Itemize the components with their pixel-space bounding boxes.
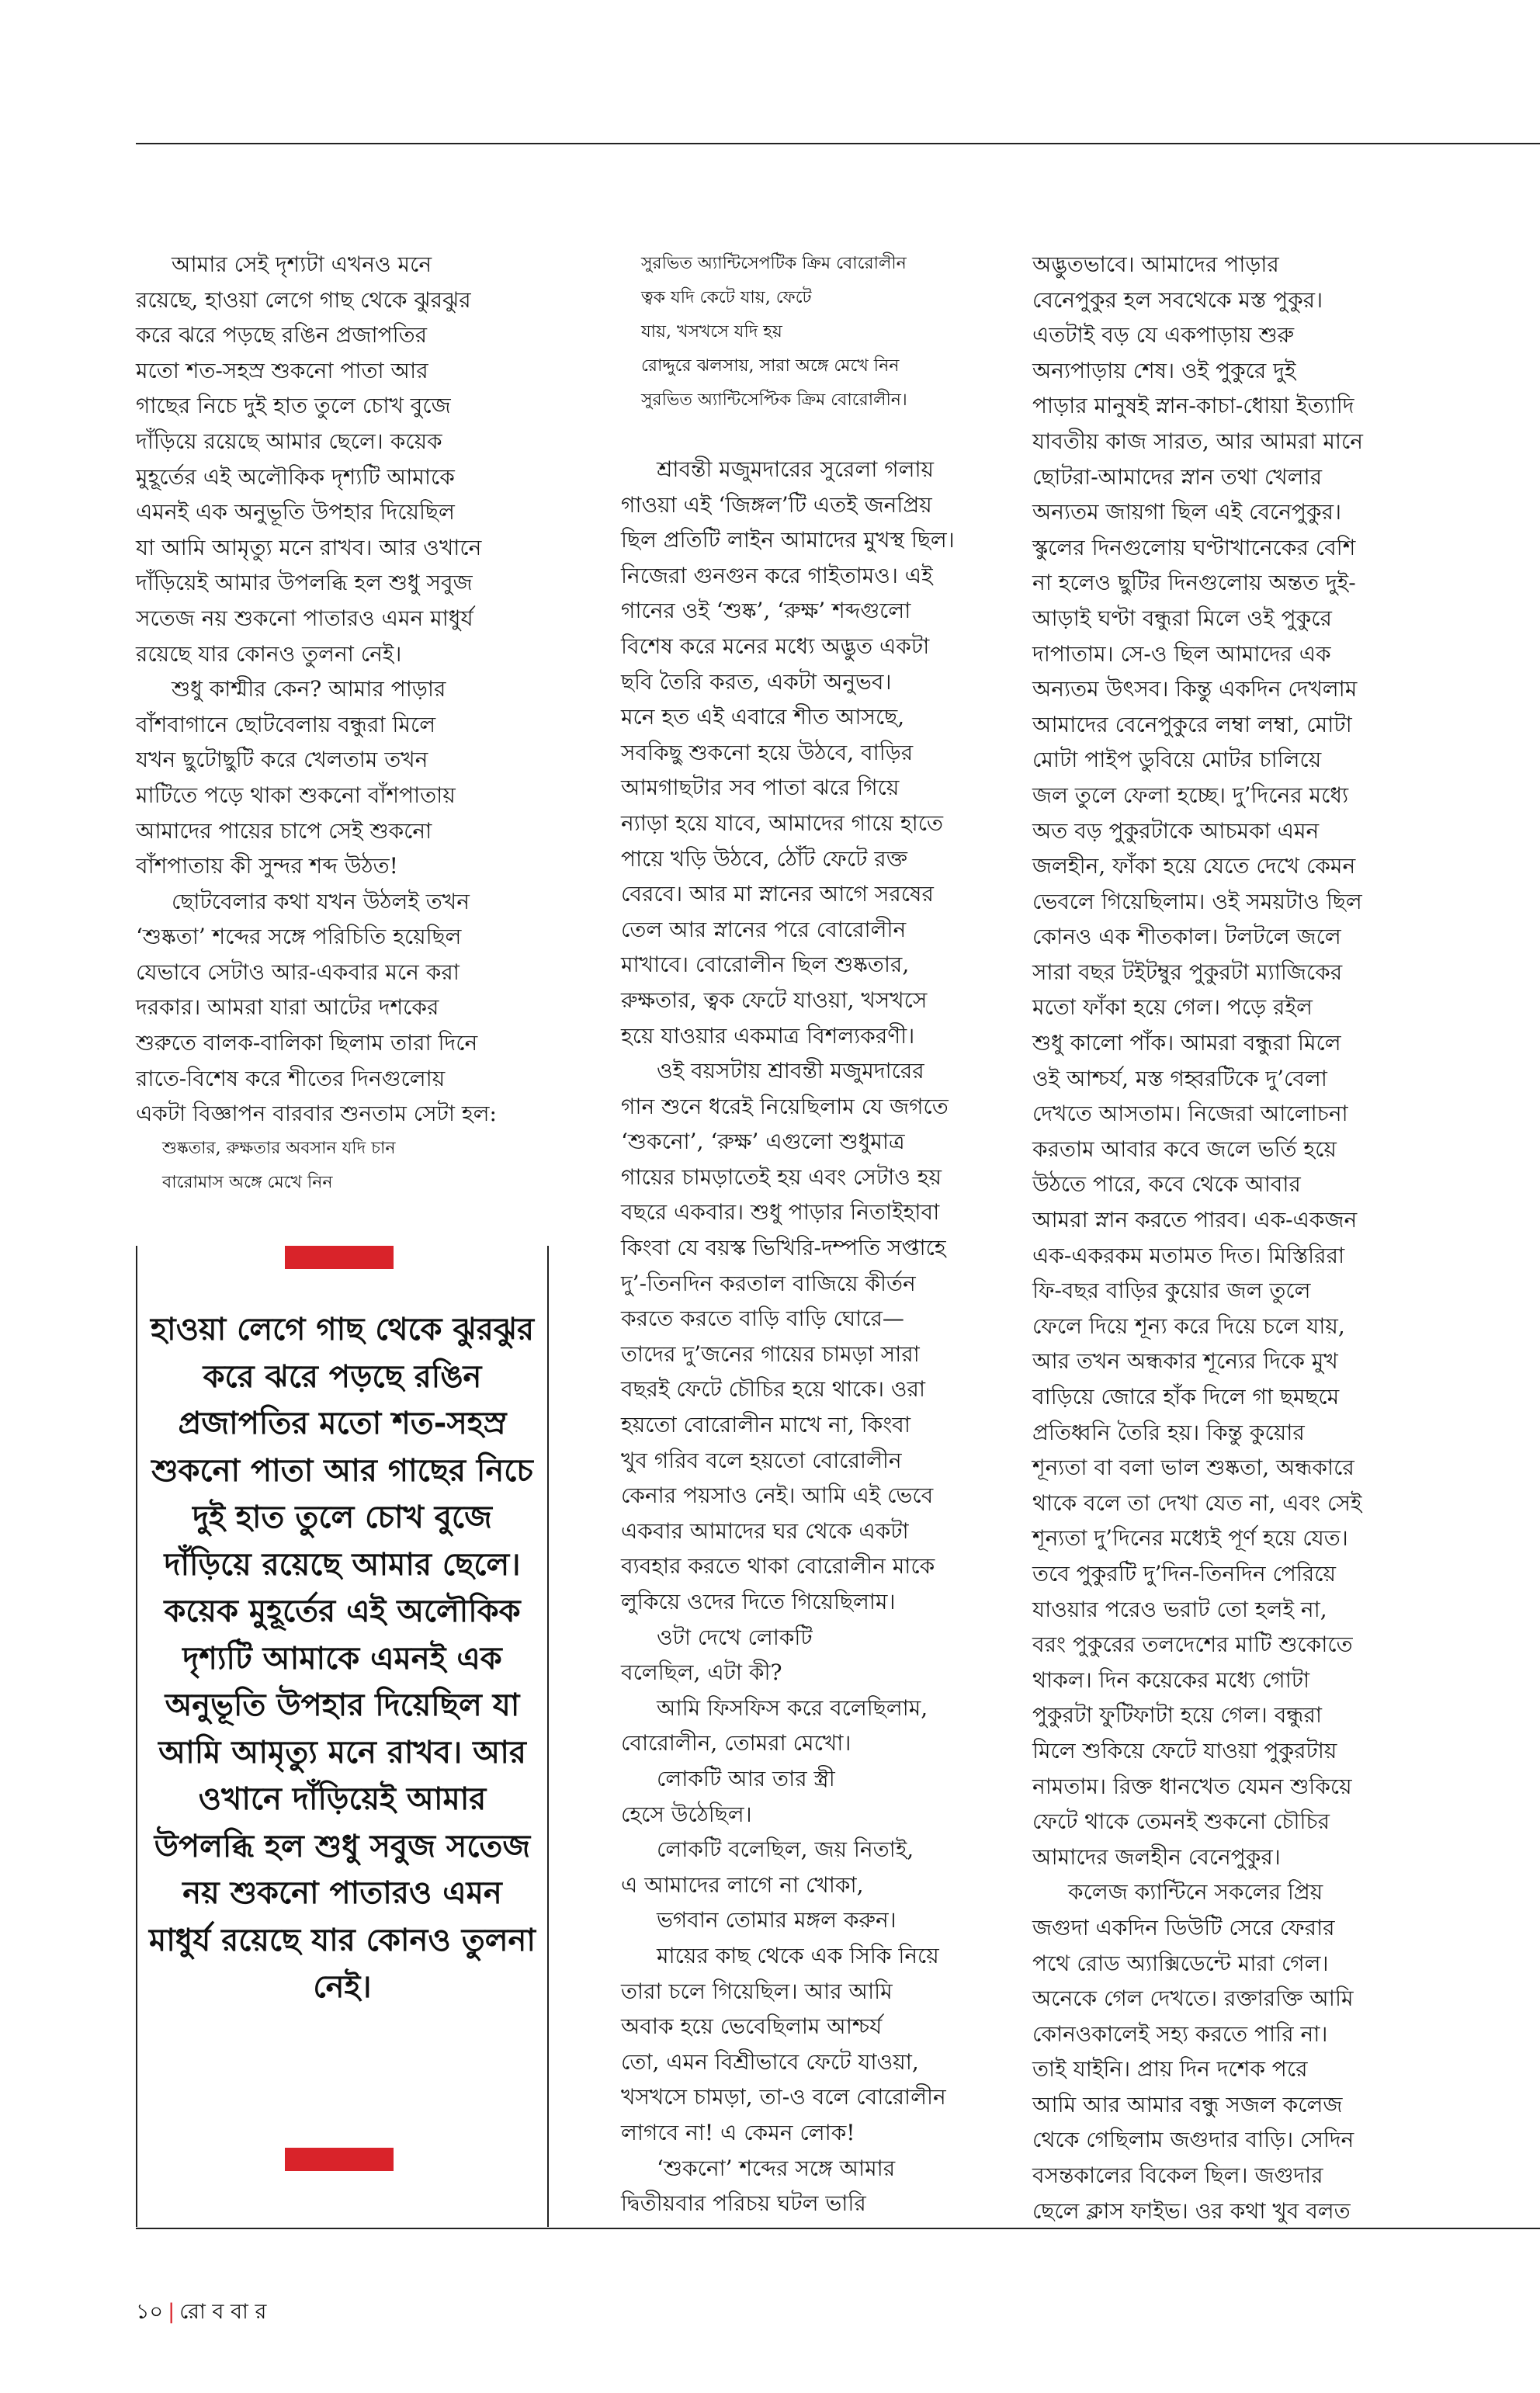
text-line: সবকিছু শুকনো হয়ে উঠবে, বাড়ির <box>621 739 914 765</box>
text-line: বাঁশবাগানে ছোটবেলায় বন্ধুরা মিলে <box>136 711 436 737</box>
text-line: বরং পুকুরের তলদেশের মাটি শুকোতে <box>1032 1632 1353 1658</box>
text-line: ছিল প্রতিটি লাইন আমাদের মুখস্থ ছিল। <box>621 527 955 553</box>
text-line: ‘শুষ্কতা’ শব্দের সঙ্গে পরিচিতি হয়েছিল <box>136 924 462 950</box>
page-number: ১০ <box>136 2300 164 2324</box>
boroline-jingle-verse <box>621 247 1025 418</box>
text-line: অত বড় পুকুরটাকে আচমকা এমন <box>1032 817 1320 844</box>
text-line: যা আমি আমৃত্যু মনে রাখব। আর ওখানে <box>136 534 482 560</box>
text-line: ওই বয়সটায় শ্রাবন্তী মজুমদারের <box>657 1058 924 1084</box>
text-line: যাবতীয় কাজ সারত, আর আমরা মানে <box>1032 428 1363 454</box>
text-line: শুরুতে বালক-বালিকা ছিলাম তারা দিনে <box>136 1030 478 1056</box>
text-line: পায়ে খড়ি উঠবে, ঠোঁট ফেটে রক্ত <box>621 845 907 872</box>
text-line: হেসে উঠেছিল। <box>621 1801 752 1827</box>
text-line: আমাদের জলহীন বেনেপুকুর। <box>1032 1843 1281 1870</box>
text-line: দরকার। আমরা যারা আটের দশকের <box>136 994 439 1021</box>
text-line: রাতে-বিশেষ করে শীতের দিনগুলোয় <box>136 1065 446 1091</box>
text-line: অনেকে গেল দেখতে। রক্তারক্তি আমি <box>1032 1985 1354 2012</box>
verse-line: শুষ্কতার, রুক্ষতার অবসান যদি চান <box>162 1138 396 1158</box>
text-line: গানের ওই ‘শুষ্ক’, ‘রুক্ষ’ শব্দগুলো <box>621 598 911 624</box>
text-line: মুহূর্তের এই অলৌকিক দৃশ্যটি আমাকে <box>136 463 455 490</box>
text-line: খসখসে চামড়া, তা-ও বলে বোরোলীন <box>621 2084 946 2110</box>
text-line: তেল আর স্নানের পরে বোরোলীন <box>621 916 907 942</box>
text-line: থেকে গেছিলাম জগুদার বাড়ি। সেদিন <box>1032 2127 1354 2153</box>
text-line: এক-একরকম মতামত দিত। মিস্তিরিরা <box>1032 1242 1345 1268</box>
text-line: আমাদের বেনেপুকুরে লম্বা লম্বা, মোটা <box>1032 711 1352 737</box>
text-line: রয়েছে, হাওয়া লেগে গাছ থেকে ঝুরঝুর <box>136 286 471 313</box>
text-line: আমগাছটার সব পাতা ঝরে গিয়ে <box>621 775 900 801</box>
text-line: খুব গরিব বলে হয়তো বোরোলীন <box>621 1447 902 1473</box>
text-line: না হলেও ছুটির দিনগুলোয় অন্তত দুই- <box>1032 570 1356 596</box>
column-1 <box>136 247 539 1200</box>
text-line: ছেলে ক্লাস ফাইভ। ওর কথা খুব বলত <box>1032 2197 1351 2224</box>
column-2 <box>621 247 1025 2221</box>
text-line: দাপাতাম। সে-ও ছিল আমাদের এক <box>1032 640 1331 667</box>
text-line: গান শুনে ধরেই নিয়েছিলাম যে জগতে <box>621 1093 949 1119</box>
text-line: উঠতে পারে, কবে থেকে আবার <box>1032 1171 1301 1198</box>
text-line: থাকল। দিন কয়েকের মধ্যে গোটা <box>1032 1666 1310 1693</box>
column-1-text <box>136 247 539 1132</box>
verse-line: সুরভিত অ্যান্টিসেপটিক ক্রিম বোরোলীন <box>641 254 907 273</box>
text-line: তো, এমন বিশ্রীভাবে ফেটে যাওয়া, <box>621 2048 919 2075</box>
pull-quote-box <box>136 1246 549 2227</box>
text-line: আমাদের পায়ের চাপে সেই শুকনো <box>136 817 432 844</box>
text-line: আর তখন অন্ধকার শূন্যের দিকে মুখ <box>1032 1348 1338 1375</box>
text-line: নামতাম। রিক্ত ধানখেত যেমন শুকিয়ে <box>1032 1773 1352 1799</box>
text-line: ফেটে থাকে তেমনই শুকনো চৌচির <box>1032 1809 1330 1835</box>
text-line: একটা বিজ্ঞাপন বারবার শুনতাম সেটা হল: <box>136 1101 497 1127</box>
text-line: দাঁড়িয়েই আমার উপলব্ধি হল শুধু সবুজ <box>136 570 473 596</box>
verse-line: সুরভিত অ্যান্টিসেপ্টিক ক্রিম বোরোলীন। <box>641 390 907 410</box>
text-line: গাওয়া এই ‘জিঙ্গল’টি এতই জনপ্রিয় <box>621 491 932 518</box>
text-line: আড়াই ঘণ্টা বন্ধুরা মিলে ওই পুকুরে <box>1032 605 1332 631</box>
text-line: সারা বছর টইটম্বুর পুকুরটা ম্যাজিকের <box>1032 959 1343 985</box>
text-line: বসন্তকালের বিকেল ছিল। জগুদার <box>1032 2162 1323 2189</box>
text-line: শুধু কাশ্মীর কেন? আমার পাড়ার <box>172 676 446 702</box>
column-3-text <box>1032 247 1436 2228</box>
text-line: যাওয়ার পরেও ভরাট তো হলই না, <box>1032 1596 1327 1622</box>
text-line: জগুদা একদিন ডিউটি সেরে ফেরার <box>1032 1914 1335 1940</box>
text-line: শুধু কালো পাঁক। আমরা বন্ধুরা মিলে <box>1032 1030 1341 1056</box>
text-line: কিংবা যে বয়স্ক ভিখিরি-দম্পতি সপ্তাহে <box>621 1235 946 1261</box>
text-line: পুকুরটা ফুটিফাটা হয়ে গেল। বন্ধুরা <box>1032 1702 1322 1729</box>
text-line: লোকটি আর তার স্ত্রী <box>657 1765 835 1791</box>
text-line: আমি ফিসফিস করে বলেছিলাম, <box>657 1694 928 1721</box>
text-line: ‘শুকনো’, ‘রুক্ষ’ এগুলো শুধুমাত্র <box>621 1129 905 1155</box>
verse-line: যায়, খসখসে যদি হয় <box>641 322 782 342</box>
text-line: মিলে শুকিয়ে ফেটে যাওয়া পুকুরটায় <box>1032 1737 1337 1764</box>
text-line: মোটা পাইপ ডুবিয়ে মোটর চালিয়ে <box>1032 747 1322 773</box>
text-line: বোরোলীন, তোমরা মেখো। <box>621 1730 852 1757</box>
column-3 <box>1032 247 1436 2228</box>
text-line: হয়তো বোরোলীন মাখে না, কিংবা <box>621 1412 911 1438</box>
top-rule <box>136 143 1540 144</box>
text-line: হয়ে যাওয়ার একমাত্র বিশল্যকরণী। <box>621 1022 915 1049</box>
text-line: বিশেষ করে মনের মধ্যে অদ্ভুত একটা <box>621 633 930 659</box>
text-line: মাটিতে পড়ে থাকা শুকনো বাঁশপাতায় <box>136 782 456 808</box>
text-line: গাছের নিচে দুই হাত তুলে চোখ বুজে <box>136 393 451 419</box>
footer-separator: | <box>168 2300 175 2324</box>
text-line: তারা চলে গিয়েছিল। আর আমি <box>621 1978 893 2004</box>
text-line: করতে করতে বাড়ি বাড়ি ঘোরে— <box>621 1306 904 1332</box>
text-line: ছোটবেলার কথা যখন উঠলই তখন <box>172 888 470 914</box>
text-line: এতটাই বড় যে একপাড়ায় শুরু <box>1032 322 1295 349</box>
verse-line: রোদ্দুরে ঝলসায়, সারা অঙ্গে মেখে নিন <box>641 356 900 376</box>
text-line: তাই যাইনি। প্রায় দিন দশেক পরে <box>1032 2056 1308 2083</box>
text-line: অদ্ভুতভাবে। আমাদের পাড়ার <box>1032 251 1279 277</box>
text-line: শূন্যতা দু’দিনের মধ্যেই পূর্ণ হয়ে যেত। <box>1032 1525 1348 1552</box>
text-line: জল তুলে ফেলা হচ্ছে। দু’দিনের মধ্যে <box>1032 782 1349 808</box>
text-line: রুক্ষতার, ত্বক ফেটে যাওয়া, খসখসে <box>621 987 928 1013</box>
pull-quote-bottom-accent <box>285 2148 394 2171</box>
text-line: ওটা দেখে লোকটি <box>657 1624 813 1650</box>
text-line: বলেছিল, এটা কী? <box>621 1659 782 1686</box>
text-line: ব্যবহার করতে থাকা বোরোলীন মাকে <box>621 1553 935 1580</box>
text-line: শূন্যতা বা বলা ভাল শুষ্কতা, অন্ধকারে <box>1032 1455 1354 1481</box>
bottom-rule <box>136 2228 1540 2229</box>
text-line: দু’-তিনদিন করতাল বাজিয়ে কীর্তন <box>621 1270 916 1296</box>
text-line: এ আমাদের লাগে না খোকা, <box>621 1871 864 1898</box>
text-line: আমি আর আমার বন্ধু সজল কলেজ <box>1032 2091 1343 2117</box>
text-line: বাড়িয়ে জোরে হাঁক দিলে গা ছমছমে <box>1032 1384 1340 1410</box>
text-line: ভেবলে গিয়েছিলাম। ওই সময়টাও ছিল <box>1032 888 1362 914</box>
text-line: প্রতিধ্বনি তৈরি হয়। কিন্তু কুয়োর <box>1032 1419 1305 1445</box>
text-line: অন্যপাড়ায় শেষ। ওই পুকুরে দুই <box>1032 357 1296 383</box>
text-line: পাড়ার মানুষই স্নান-কাচা-ধোয়া ইত্যাদি <box>1032 393 1354 419</box>
text-line: ছোটরা-আমাদের স্নান তথা খেলার <box>1032 463 1323 490</box>
text-line: লুকিয়ে ওদের দিতে গিয়েছিলাম। <box>621 1589 896 1614</box>
pull-quote-top-accent <box>285 1246 394 1269</box>
text-line: তাদের দু’জনের গায়ের চামড়া সারা <box>621 1340 920 1367</box>
text-line: সতেজ নয় শুকনো পাতারও এমন মাধুর্য <box>136 605 473 631</box>
verse-line: ত্বক যদি কেটে যায়, ফেটে <box>641 288 812 307</box>
text-line: দ্বিতীয়বার পরিচয় ঘটল ভারি <box>621 2190 866 2217</box>
text-line: কোনও এক শীতকাল। টলটলে জলে <box>1032 924 1341 950</box>
text-line: ‘শুকনো’ শব্দের সঙ্গে আমার <box>657 2155 896 2181</box>
text-line: থাকে বলে তা দেখা যেত না, এবং সেই <box>1032 1490 1362 1516</box>
text-line: রয়েছে যার কোনও তুলনা নেই। <box>136 640 402 667</box>
text-line: শ্রাবন্তী মজুমদারের সুরেলা গলায় <box>657 456 935 482</box>
text-line: বেরবে। আর মা স্নানের আগে সরষের <box>621 881 934 907</box>
text-line: নিজেরা গুনগুন করে গাইতামও। এই <box>621 562 933 588</box>
text-line: কলেজ ক্যান্টিনে সকলের প্রিয় <box>1068 1879 1323 1906</box>
text-line: মাখাবে। বোরোলীন ছিল শুষ্কতার, <box>621 952 910 978</box>
text-line: স্কুলের দিনগুলোয় ঘণ্টাখানেকের বেশি <box>1032 534 1356 560</box>
text-line: মতো শত-সহস্র শুকনো পাতা আর <box>136 357 428 383</box>
text-line: যেভাবে সেটাও আর-একবার মনে করা <box>136 959 460 985</box>
text-line: গায়ের চামড়াতেই হয় এবং সেটাও হয় <box>621 1164 942 1190</box>
text-line: জলহীন, ফাঁকা হয়ে যেতে দেখে কেমন <box>1032 853 1356 879</box>
text-line: আমরা স্নান করতে পারব। এক-একজন <box>1032 1207 1358 1233</box>
text-line: লোকটি বলেছিল, জয় নিতাই, <box>657 1836 914 1863</box>
verse-line: বারোমাস অঙ্গে মেখে নিন <box>162 1172 333 1192</box>
magazine-name: রো ব বা র <box>179 2300 267 2324</box>
text-line: বেনেপুকুর হল সবথেকে মস্ত পুকুর। <box>1032 286 1323 313</box>
text-line: পথে রোড অ্যাক্সিডেন্টে মারা গেল। <box>1032 1950 1329 1976</box>
text-line: যখন ছুটোছুটি করে খেলতাম তখন <box>136 747 428 773</box>
text-line: ওই আশ্চর্য, মস্ত গহ্বরটিকে দু’বেলা <box>1032 1065 1327 1091</box>
text-line: মতো ফাঁকা হয়ে গেল। পড়ে রইল <box>1032 994 1313 1021</box>
text-line: কেনার পয়সাও নেই। আমি এই ভেবে <box>621 1483 934 1509</box>
text-line: আমার সেই দৃশ্যটা এখনও মনে <box>172 251 432 277</box>
text-line: এমনই এক অনুভূতি উপহার দিয়েছিল <box>136 499 455 525</box>
text-line: বছরে একবার। শুধু পাড়ার নিতাইহাবা <box>621 1199 940 1226</box>
text-line: করে ঝরে পড়ছে রঙিন প্রজাপতির <box>136 322 428 349</box>
text-line: অবাক হয়ে ভেবেছিলাম আশ্চর্য <box>621 2013 883 2040</box>
text-line: ফেলে দিয়ে শূন্য করে দিয়ে চলে যায়, <box>1032 1313 1345 1339</box>
text-line: মনে হত এই এবারে শীত আসছে, <box>621 704 905 730</box>
text-line: ছবি তৈরি করত, একটা অনুভব। <box>621 668 892 695</box>
text-line: অন্যতম জায়গা ছিল এই বেনেপুকুর। <box>1032 499 1341 525</box>
text-line: কোনওকালেই সহ্য করতে পারি না। <box>1032 2020 1328 2047</box>
text-line: লাগবে না! এ কেমন লোক! <box>621 2119 855 2145</box>
text-line: ফি-বছর বাড়ির কুয়োর জল তুলে <box>1032 1278 1311 1304</box>
text-line: তবে পুকুরটি দু’দিন-তিনদিন পেরিয়ে <box>1032 1560 1337 1587</box>
text-line: দেখতে আসতাম। নিজেরা আলোচনা <box>1032 1101 1348 1127</box>
advert-jingle-verse <box>136 1132 539 1200</box>
text-line: ভগবান তোমার মঙ্গল করুন। <box>657 1907 897 1933</box>
column-2-text <box>621 452 1025 2221</box>
text-line: বছরই ফেটে চৌচির হয়ে থাকে। ওরা <box>621 1376 926 1403</box>
text-line: একবার আমাদের ঘর থেকে একটা <box>621 1517 909 1544</box>
text-line: বাঁশপাতায় কী সুন্দর শব্দ উঠত! <box>136 853 398 879</box>
text-line: মায়ের কাছ থেকে এক সিকি নিয়ে <box>657 1942 939 1968</box>
text-line: দাঁড়িয়ে রয়েছে আমার ছেলে। কয়েক <box>136 428 442 454</box>
text-line: ন্যাড়া হয়ে যাবে, আমাদের গায়ে হাতে <box>621 810 943 836</box>
text-line: করতাম আবার কবে জলে ভর্তি হয়ে <box>1032 1136 1337 1162</box>
page-footer <box>136 2296 266 2331</box>
text-line: অন্যতম উৎসব। কিন্তু একদিন দেখলাম <box>1032 676 1358 702</box>
pull-quote-text: হাওয়া লেগে গাছ থেকে ঝুরঝুর করে ঝরে পড়ছে রঙিন প্রজাপতির মতো শত-সহস্র শুকনো পাতা আর গাছের নিচে দুই হাত তুলে চোখ বুজে দাঁড়িয়ে রয়েছে আমার ছেলে। কয়েক মুহূর্তের এই অলৌকিক দৃশ্যটি আমাকে এমনই এক অনুভূতি উপহার দিয়েছিল যা আমি আমৃত্যু মনে রাখব। আর ওখানে দাঁড়িয়েই আমার উপলব্ধি হল শুধু সবুজ সতেজ নয় শুকনো পাতারও এমন মাধুর্য রয়েছে যার কোনও তুলনা নেই। <box>149 1312 536 2005</box>
